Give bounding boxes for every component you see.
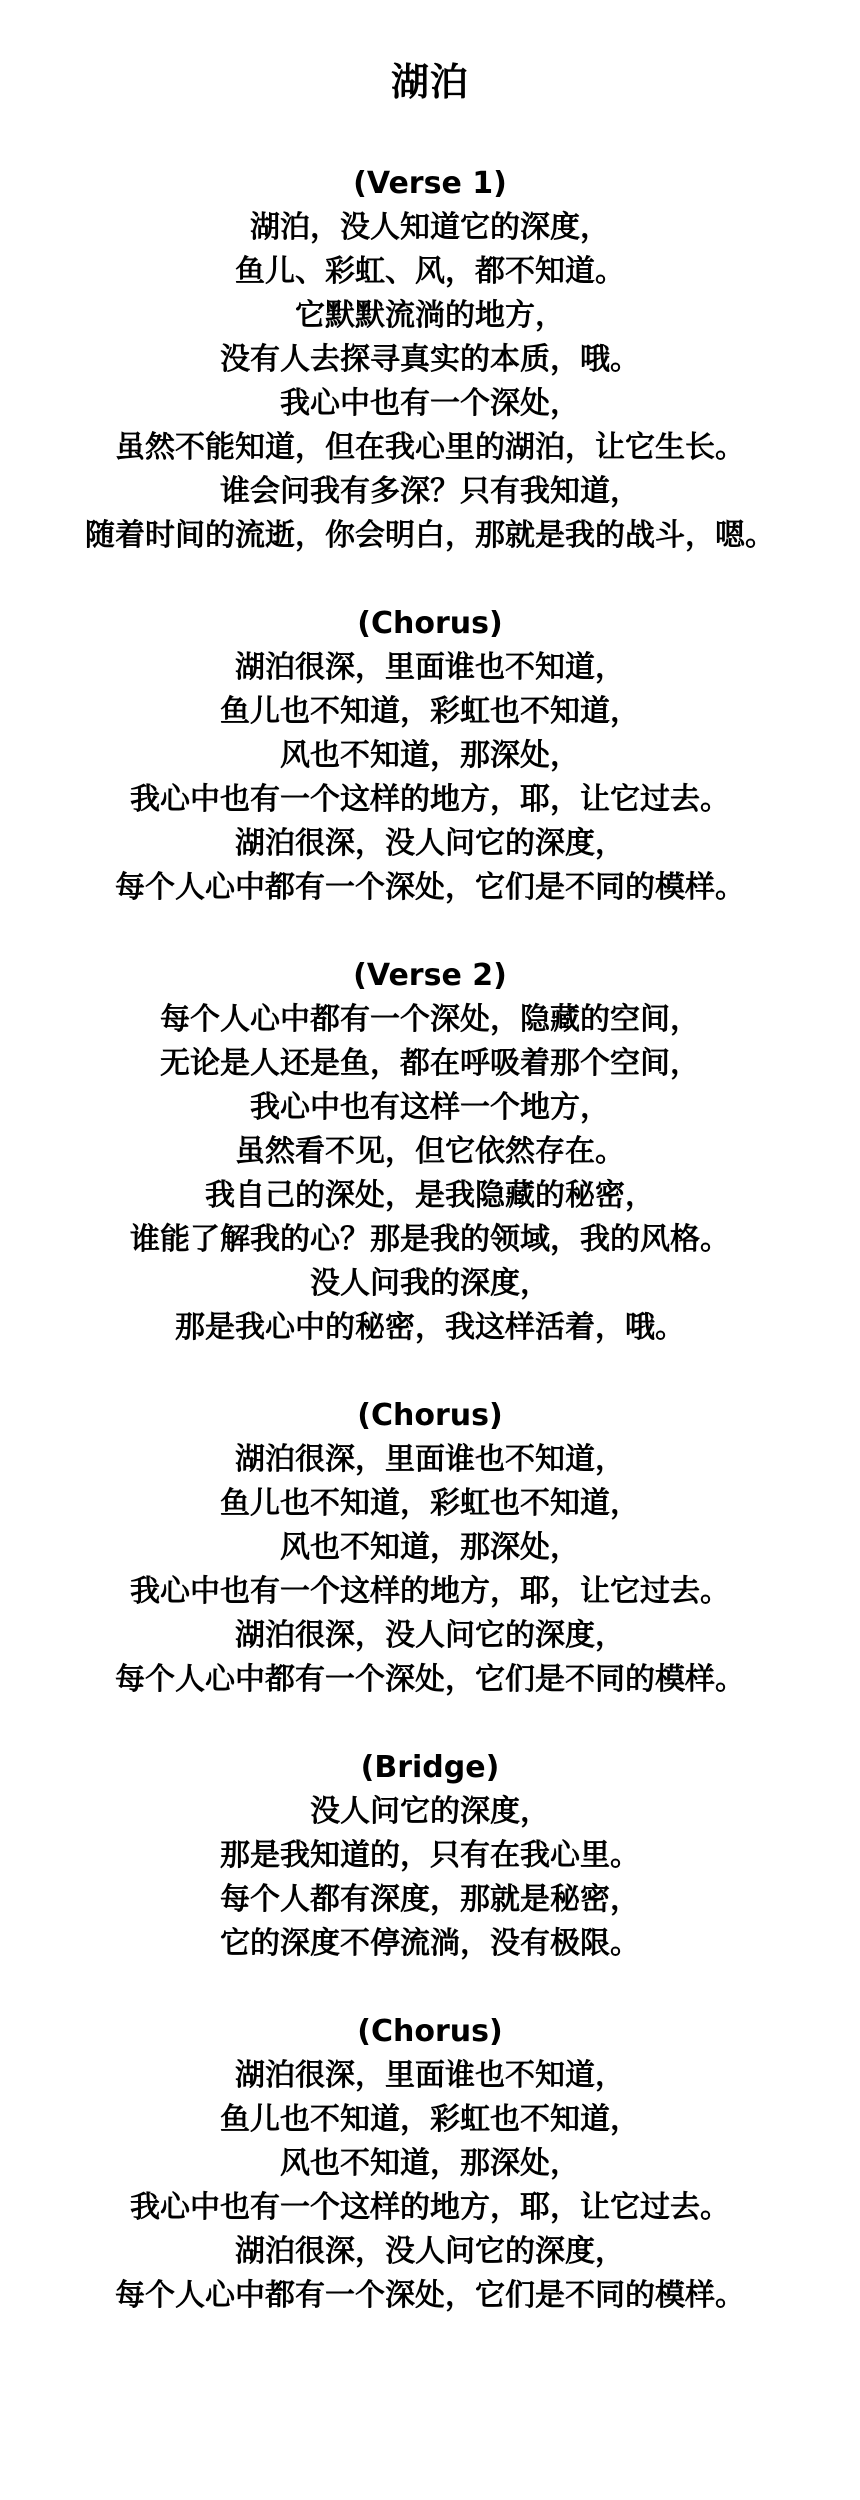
lyric-line: 无论是人还是鱼，都在呼吸着那个空间， [160,1046,700,1081]
lyrics-section [0,2010,860,2318]
lyric-line: 我心中也有这样一个地方， [250,1090,610,1125]
lyric-line: 没人问我的深度， [310,1266,550,1301]
lyric-line: 没有人去探寻真实的本质，哦。 [220,342,640,377]
lyrics-sections [0,106,860,2318]
section-label: (Bridge) [360,1750,500,1785]
lyric-line: 每个人心中都有一个深处，它们是不同的模样。 [115,1662,745,1697]
lyric-line: 湖泊很深，里面谁也不知道， [235,2058,625,2093]
lyric-line: 随着时间的流逝，你会明白，那就是我的战斗，嗯。 [85,518,775,553]
lyric-line: 虽然看不见，但它依然存在。 [235,1134,625,1169]
page-title: 湖泊 [390,60,469,104]
lyric-line: 我心中也有一个这样的地方，耶，让它过去。 [130,2190,730,2225]
lyrics-section [0,162,860,558]
lyrics-section [0,1394,860,1702]
lyrics-section [0,1746,860,1966]
lyric-line: 湖泊很深，里面谁也不知道， [235,650,625,685]
section-label: (Chorus) [357,2014,503,2049]
lyric-line: 我心中也有一个深处， [280,386,580,421]
lyric-line: 没人问它的深度， [310,1794,550,1829]
lyric-line: 鱼儿也不知道，彩虹也不知道， [220,2102,640,2137]
lyric-line: 那是我心中的秘密，我这样活着，哦。 [175,1310,685,1345]
lyric-line: 风也不知道，那深处， [280,738,580,773]
lyric-line: 鱼儿也不知道，彩虹也不知道， [220,1486,640,1521]
lyric-line: 谁会问我有多深？只有我知道， [220,474,640,509]
lyric-line: 湖泊很深，里面谁也不知道， [235,1442,625,1477]
lyrics-section [0,602,860,910]
lyric-line: 湖泊很深，没人问它的深度， [235,1618,625,1653]
lyric-line: 风也不知道，那深处， [280,2146,580,2181]
lyrics-section [0,954,860,1350]
lyric-line: 鱼儿也不知道，彩虹也不知道， [220,694,640,729]
lyric-line: 我自己的深处，是我隐藏的秘密， [205,1178,655,1213]
lyric-line: 我心中也有一个这样的地方，耶，让它过去。 [130,782,730,817]
lyric-line: 我心中也有一个这样的地方，耶，让它过去。 [130,1574,730,1609]
lyric-line: 每个人心中都有一个深处，它们是不同的模样。 [115,2278,745,2313]
lyric-line: 谁能了解我的心？那是我的领域，我的风格。 [130,1222,730,1257]
section-label: (Verse 2) [353,958,507,993]
lyric-line: 每个人心中都有一个深处，它们是不同的模样。 [115,870,745,905]
section-label: (Chorus) [357,1398,503,1433]
lyric-line: 湖泊很深，没人问它的深度， [235,826,625,861]
lyric-line: 它默默流淌的地方， [295,298,565,333]
section-label: (Verse 1) [353,166,507,201]
lyric-line: 湖泊，没人知道它的深度， [250,210,610,245]
section-label: (Chorus) [357,606,503,641]
lyric-line: 鱼儿、彩虹、风，都不知道。 [235,254,625,289]
lyric-line: 湖泊很深，没人问它的深度， [235,2234,625,2269]
lyric-line: 风也不知道，那深处， [280,1530,580,1565]
lyric-line: 虽然不能知道，但在我心里的湖泊，让它生长。 [115,430,745,465]
lyric-line: 每个人心中都有一个深处，隐藏的空间， [160,1002,700,1037]
lyric-line: 它的深度不停流淌，没有极限。 [220,1926,640,1961]
lyric-line: 每个人都有深度，那就是秘密， [220,1882,640,1917]
lyric-line: 那是我知道的，只有在我心里。 [220,1838,640,1873]
